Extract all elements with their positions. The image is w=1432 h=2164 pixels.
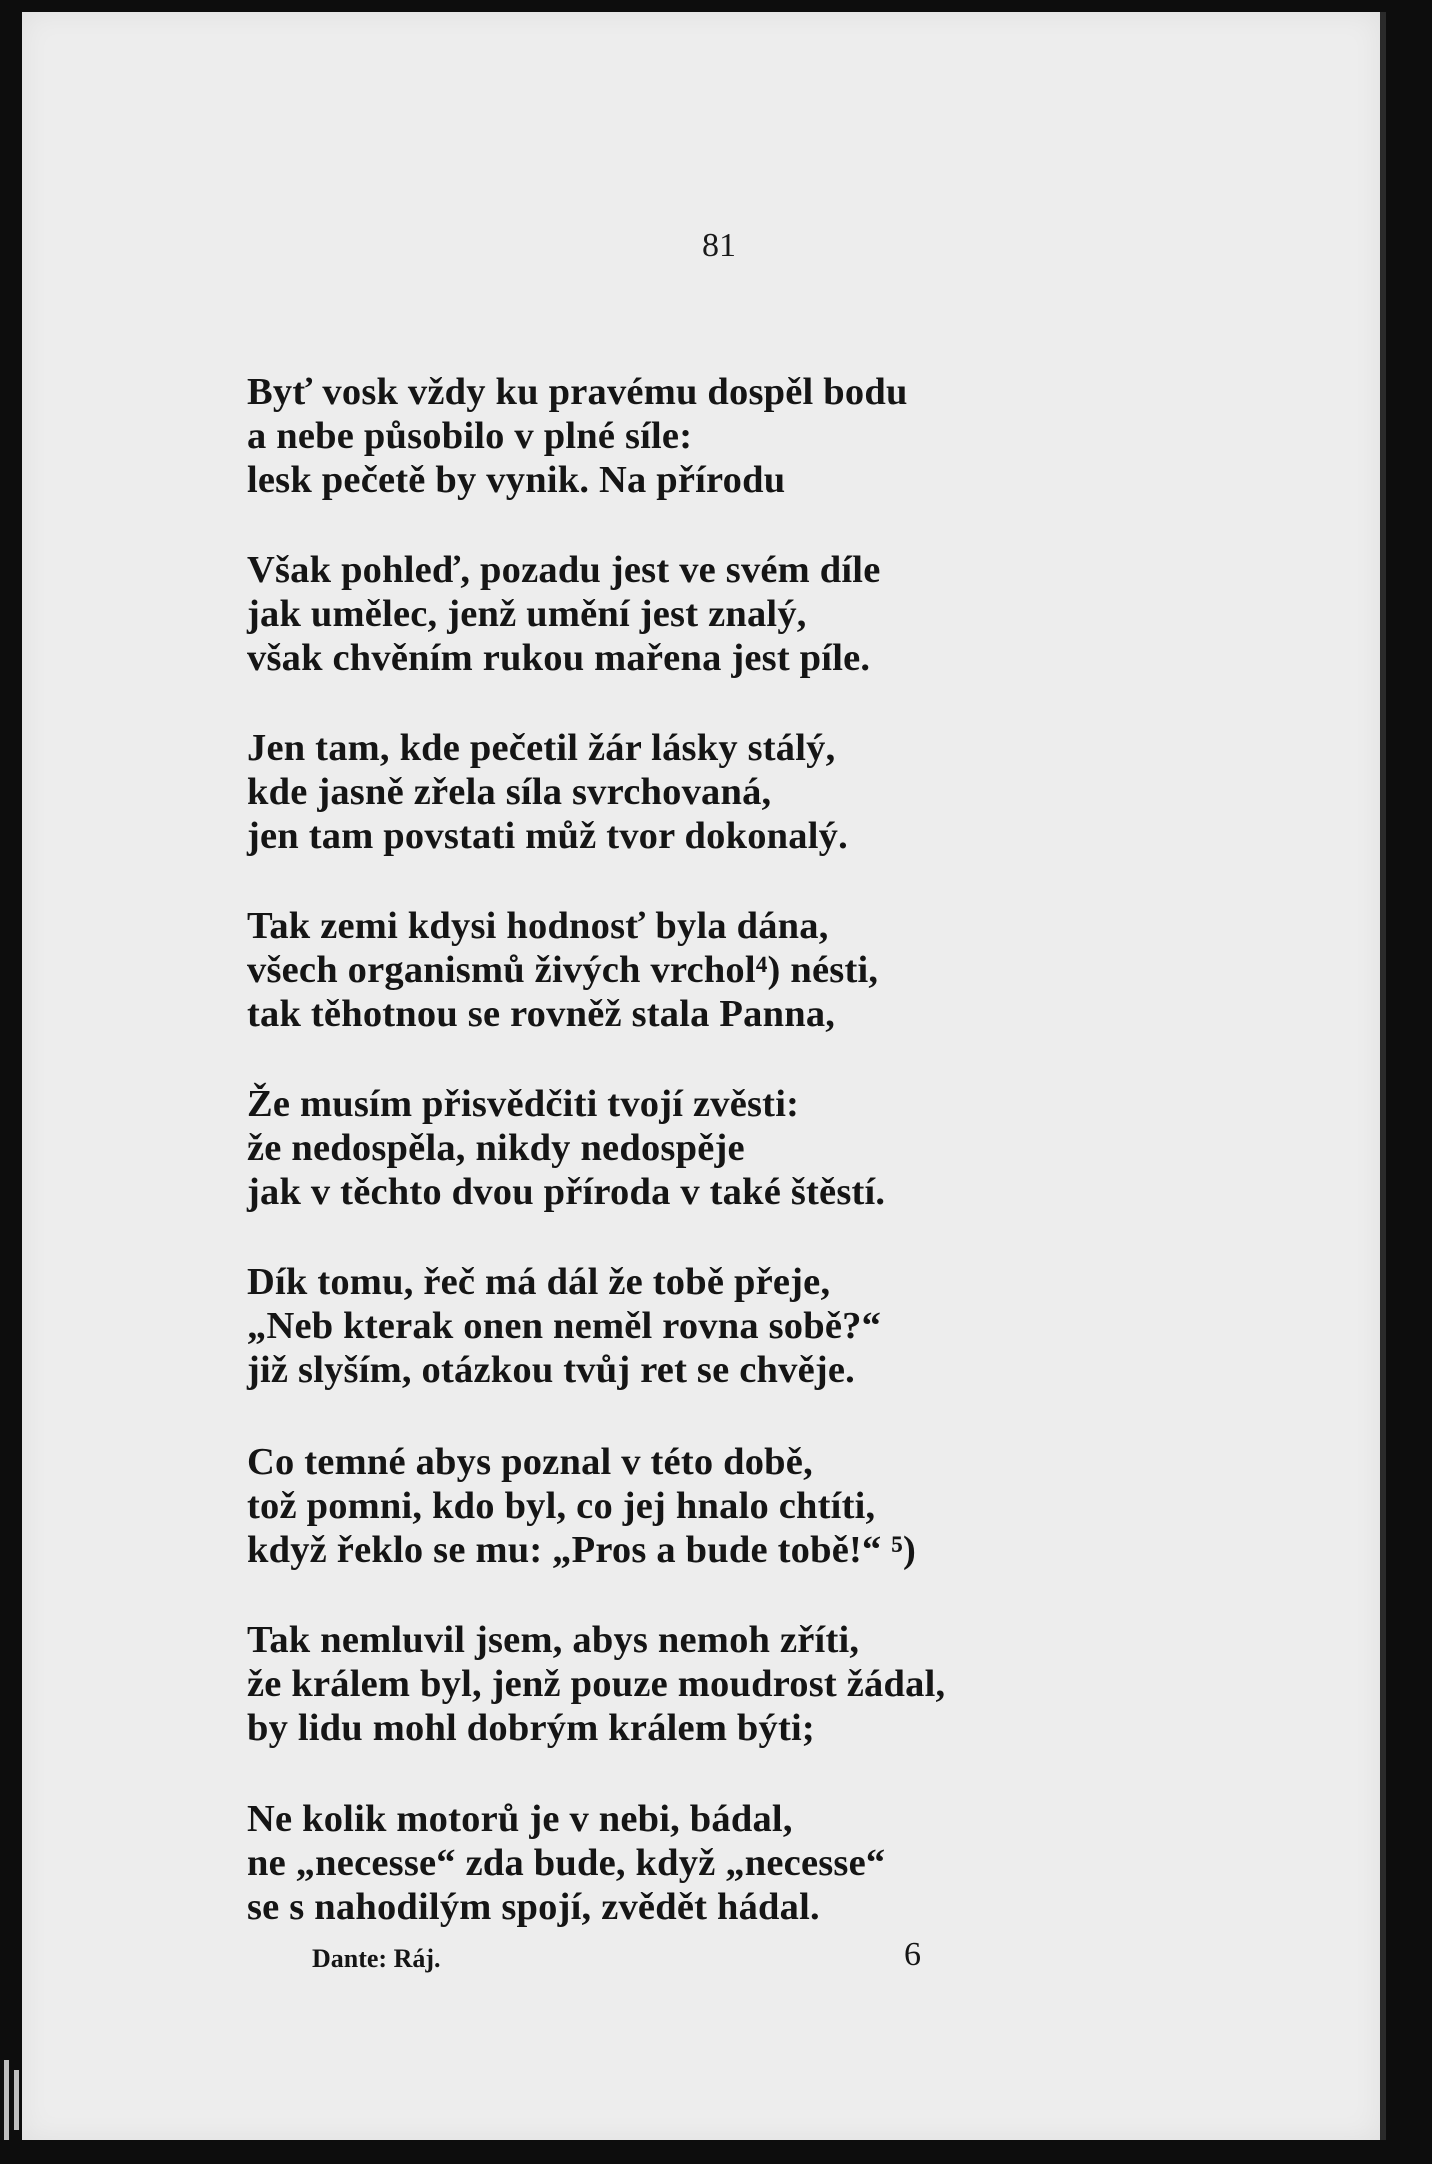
- verse-line: Ne kolik motorů je v nebi, bádal,: [247, 1798, 793, 1840]
- verse-line: jen tam povstati můž tvor dokonalý.: [247, 815, 848, 857]
- verse-line: „Neb kterak onen neměl rovna sobě?“: [247, 1305, 882, 1347]
- verse-line: ne „necesse“ zda bude, když „necesse“: [247, 1842, 886, 1884]
- signature-mark: Dante: Ráj.: [312, 1944, 441, 1973]
- verse-line: jak v těchto dvou příroda v také štěstí.: [247, 1171, 886, 1213]
- verse-line: však chvěním rukou mařena jest píle.: [247, 637, 871, 679]
- binding-mark: [4, 2060, 9, 2140]
- binding-edge: [0, 0, 22, 2164]
- stanza: [247, 726, 848, 858]
- stanza: [247, 1440, 916, 1572]
- signature-number: 6: [904, 1936, 921, 1973]
- verse-line: se s nahodilým spojí, zvědět hádal.: [247, 1886, 820, 1928]
- stanza: [247, 904, 878, 1036]
- verse-line: lesk pečetě by vynik. Na přírodu: [247, 459, 786, 501]
- book-page: [22, 12, 1386, 2140]
- verse-line: tož pomni, kdo byl, co jej hnalo chtíti,: [247, 1485, 876, 1527]
- stanza: [247, 1797, 885, 1929]
- page-number: 81: [702, 227, 736, 264]
- verse-line: kde jasně zřela síla svrchovaná,: [247, 771, 772, 813]
- verse-line: že králem byl, jenž pouze moudrost žádal,: [247, 1663, 946, 1705]
- stanza: [247, 370, 908, 502]
- verse-line: Tak nemluvil jsem, abys nemoh zříti,: [247, 1619, 860, 1661]
- verse-line: Tak zemi kdysi hodnosť byla dána,: [247, 905, 829, 947]
- stanza: [247, 548, 880, 680]
- verse-line: že nedospěla, nikdy nedospěje: [247, 1127, 745, 1169]
- verse-line: a nebe působilo v plné síle:: [247, 415, 693, 457]
- binding-mark: [14, 2070, 19, 2130]
- verse-line: Že musím přisvědčiti tvojí zvěsti:: [247, 1083, 800, 1125]
- stanza: [247, 1260, 881, 1392]
- verse-line: Dík tomu, řeč má dál že tobě přeje,: [247, 1261, 831, 1303]
- verse-line: všech organismů živých vrchol⁴) nésti,: [247, 949, 879, 991]
- verse-line: jak umělec, jenž umění jest znalý,: [247, 593, 807, 635]
- verse-line: již slyším, otázkou tvůj ret se chvěje.: [247, 1349, 855, 1391]
- verse-line: tak těhotnou se rovněž stala Panna,: [247, 993, 836, 1035]
- verse-line: Co temné abys poznal v této době,: [247, 1441, 813, 1483]
- verse-line: když řeklo se mu: „Pros a bude tobě!“ ⁵): [247, 1529, 917, 1571]
- stanza: [247, 1618, 945, 1750]
- verse-line: by lidu mohl dobrým králem býti;: [247, 1707, 815, 1749]
- verse-line: Byť vosk vždy ku pravému dospěl bodu: [247, 371, 908, 413]
- verse-line: Však pohleď, pozadu jest ve svém díle: [247, 549, 881, 591]
- verse-line: Jen tam, kde pečetil žár lásky stálý,: [247, 727, 836, 769]
- stanza: [247, 1082, 885, 1214]
